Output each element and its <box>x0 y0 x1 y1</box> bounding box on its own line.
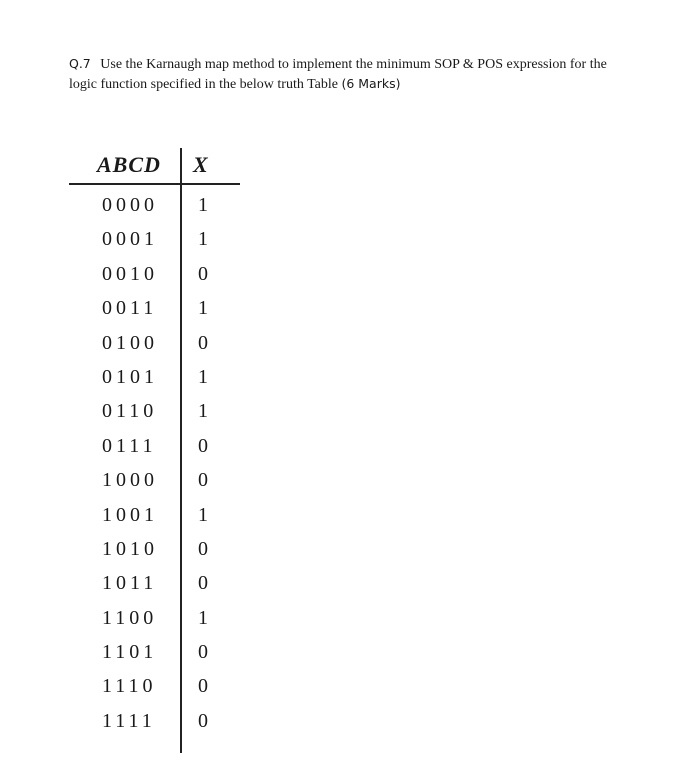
question-body: Use the Karnaugh map method to implement the minimum SOP & POS expression for the logic function specified in the below truth Table <box>69 57 607 92</box>
row-inputs: 1110 <box>102 675 157 698</box>
row-output: 1 <box>198 228 208 251</box>
table-row <box>69 258 240 292</box>
row-inputs: 0001 <box>102 228 158 251</box>
row-inputs: 1001 <box>102 503 158 526</box>
table-row <box>69 636 240 670</box>
row-output: 0 <box>198 572 208 595</box>
table-header-divider <box>69 183 240 185</box>
row-output: 1 <box>198 503 208 526</box>
table-row <box>69 670 240 704</box>
table-row <box>69 189 240 223</box>
row-inputs: 0011 <box>102 297 158 320</box>
row-output: 0 <box>198 537 208 560</box>
table-row <box>69 327 240 361</box>
table-row <box>69 464 240 498</box>
table-row <box>69 567 240 601</box>
row-output: 1 <box>198 365 208 388</box>
row-inputs: 0010 <box>102 262 158 285</box>
row-inputs: 0000 <box>102 194 158 216</box>
question-number: Q.7 <box>69 56 91 71</box>
table-row <box>69 430 240 464</box>
question-text <box>69 54 629 94</box>
row-output: 0 <box>198 469 208 492</box>
row-inputs: 0111 <box>102 434 157 457</box>
truth-table <box>69 148 240 753</box>
row-output: 0 <box>198 641 208 664</box>
row-output: 0 <box>198 262 208 285</box>
row-inputs: 1000 <box>102 469 158 492</box>
table-row <box>69 361 240 395</box>
row-output: 1 <box>198 400 208 423</box>
row-output: 1 <box>198 606 208 629</box>
table-row <box>69 533 240 567</box>
row-inputs: 0110 <box>102 400 158 423</box>
table-row <box>69 292 240 326</box>
row-output: 0 <box>198 331 208 354</box>
row-inputs: 1100 <box>102 606 158 629</box>
row-inputs: 1101 <box>102 641 158 664</box>
table-row <box>69 705 240 739</box>
row-output: 0 <box>198 709 208 732</box>
header-inputs: ABCD <box>97 152 161 177</box>
row-inputs: 1010 <box>102 537 158 560</box>
table-row <box>69 499 240 533</box>
row-inputs: 0101 <box>102 365 158 388</box>
question-marks: (6 Marks) <box>341 76 401 91</box>
table-row <box>69 395 240 429</box>
row-output: 1 <box>198 194 208 216</box>
table-body <box>69 189 240 739</box>
table-row <box>69 602 240 636</box>
header-output: X <box>193 152 209 177</box>
row-inputs: 1111 <box>102 709 156 732</box>
row-output: 0 <box>198 434 208 457</box>
row-inputs: 0100 <box>102 331 158 354</box>
row-output: 0 <box>198 675 208 698</box>
row-inputs: 1011 <box>102 572 158 595</box>
row-output: 1 <box>198 297 208 320</box>
table-row <box>69 223 240 257</box>
